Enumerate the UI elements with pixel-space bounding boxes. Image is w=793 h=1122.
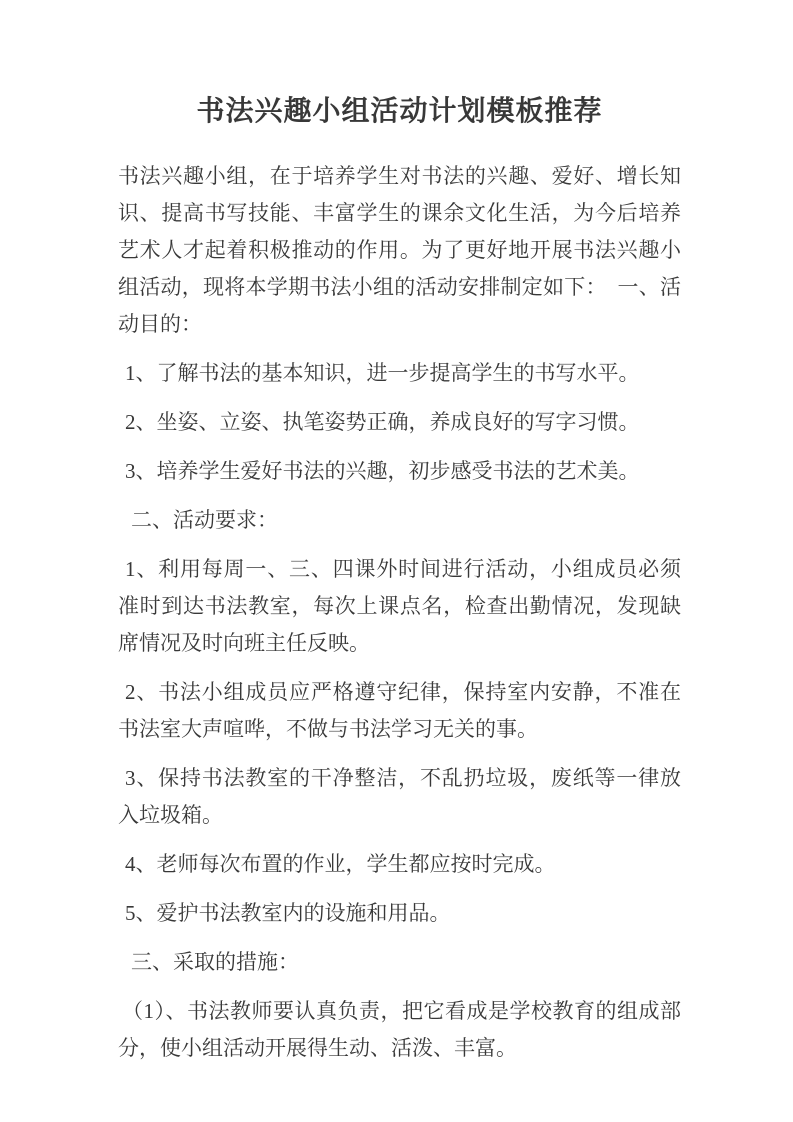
- section-heading-measures: 三、采取的措施：: [131, 950, 299, 974]
- intro-paragraph: 书法兴趣小组，在于培养学生对书法的兴趣、爱好、增长知识、提高书写技能、丰富学生的课余文化生活，为今后培养艺术人才起着积极推动的作用。为了更好地开展书法兴趣小组活动，现将本学期书法小组的活动安排制定如下： 一、活动目的：: [118, 164, 681, 336]
- requirement-item-2: 2、书法小组成员应严格遵守纪律，保持室内安静，不准在书法室大声喧哗，不做与书法学习无关的事。: [118, 680, 681, 741]
- goal-item-3: 3、培养学生爱好书法的兴趣，初步感受书法的艺术美。: [125, 459, 640, 483]
- requirement-item-3: 3、保持书法教室的干净整洁，不乱扔垃圾，废纸等一律放入垃圾箱。: [118, 766, 681, 827]
- section-heading-requirements: 二、活动要求：: [131, 508, 278, 532]
- requirement-item-1: 1、利用每周一、三、四课外时间进行活动，小组成员必须准时到达书法教室，每次上课点名，检查出勤情况，发现缺席情况及时向班主任反映。: [118, 557, 681, 655]
- goal-item-1: 1、了解书法的基本知识，进一步提高学生的书写水平。: [125, 361, 640, 385]
- goal-item-2: 2、坐姿、立姿、执笔姿势正确，养成良好的写字习惯。: [125, 410, 640, 434]
- requirement-item-4: 4、老师每次布置的作业，学生都应按时完成。: [125, 852, 556, 876]
- requirement-item-5: 5、爱护书法教室内的设施和用品。: [125, 901, 451, 925]
- measure-item-1: （1）、书法教师要认真负责，把它看成是学校教育的组成部分，使小组活动开展得生动、活泼、丰富。: [118, 999, 681, 1060]
- document-title: 书法兴趣小组活动计划模板推荐: [196, 96, 603, 127]
